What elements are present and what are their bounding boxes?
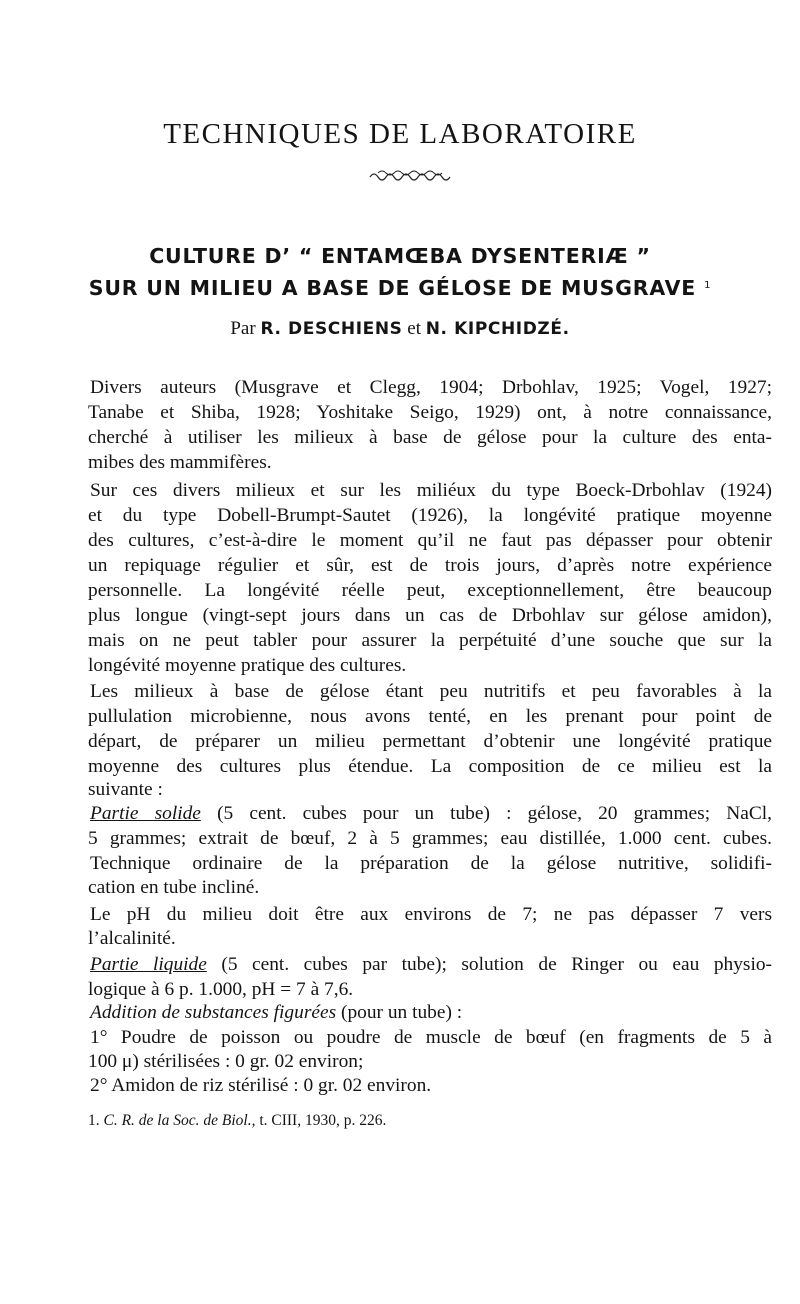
p8-line <box>90 1001 772 1025</box>
partie-solide-label: Partie solide <box>90 803 201 824</box>
p6-line-2: l’alcalinité. <box>88 928 176 949</box>
p3-line-4: moyenne des cultures plus étendue. La composition de ce milieu est la <box>88 756 772 777</box>
p6-line-1: Le pH du milieu doit être aux environs de 7; ne pas dépasser 7 vers <box>90 904 772 925</box>
item-1-line-1: 1° Poudre de poisson ou poudre de muscle de bœuf (en fragments de 5 à <box>90 1027 772 1048</box>
section-title: TECHNIQUES DE LABORATOIRE <box>163 118 637 150</box>
footnote <box>88 1112 386 1130</box>
p4-line-2: 5 grammes; extrait de bœuf, 2 à 5 grammes; eau distillée, 1.000 cent. cubes. <box>88 828 772 849</box>
partie-liquide-text: (5 cent. cubes par tube); solution de Ringer ou eau physio- <box>221 954 772 975</box>
p3-line-2: pullulation microbienne, nous avons tenté, en les prenant pour point de <box>88 706 772 727</box>
article-title-line-2-text: SUR UN MILIEU A BASE DE GÉLOSE DE MUSGRAVE <box>88 276 697 300</box>
partie-liquide-label: Partie liquide <box>90 954 207 975</box>
p2-line-3: des cultures, c’est-à-dire le moment qu’il ne faut pas dépasser pour obtenir <box>88 530 772 551</box>
article-title-line-1: CULTURE D’ “ ENTAMŒBA DYSENTERIÆ ” <box>149 244 651 268</box>
p2-line-6: plus longue (vingt-sept jours dans un cas de Drbohlav sur gélose amidon), <box>88 605 772 626</box>
p5-line-2: cation en tube incliné. <box>88 877 260 898</box>
p2-line-5: personnelle. La longévité réelle peut, exceptionnellement, être beaucoup <box>88 580 772 601</box>
addition-label: Addition de substances figurées <box>90 1002 337 1023</box>
ornament-divider <box>368 168 452 182</box>
author-2: N. KIPCHIDZÉ. <box>425 319 570 339</box>
byline <box>0 318 800 340</box>
p2-line-4: un repiquage régulier et sûr, est de trois jours, d’après notre expérience <box>88 555 772 576</box>
p5-line-1: Technique ordinaire de la préparation de la gélose nutritive, solidifi- <box>90 853 772 874</box>
addition-text: (pour un tube) : <box>340 1002 463 1023</box>
p2-line-1: Sur ces divers milieux et sur les miliéux du type Boeck-Drbohlav (1924) <box>90 480 772 501</box>
footnote-source: C. R. de la Soc. de Biol., <box>103 1112 256 1129</box>
p7-line-1 <box>90 953 772 977</box>
p7-line-2: logique à 6 p. 1.000, pH = 7 à 7,6. <box>88 979 354 1000</box>
p1-line-1: Divers auteurs (Musgrave et Clegg, 1904; Drbohlav, 1925; Vogel, 1927; <box>90 377 772 398</box>
item-1-line-2: 100 μ) stérilisées : 0 gr. 02 environ; <box>88 1051 364 1072</box>
byline-and: et <box>407 318 421 339</box>
p2-line-2: et du type Dobell-Brumpt-Sautet (1926), la longévité pratique moyenne <box>88 505 772 526</box>
p2-line-7: mais on ne peut tabler pour assurer la perpétuité d’une souche que sur la <box>88 630 772 651</box>
p2-line-8: longévité moyenne pratique des cultures. <box>88 655 407 676</box>
p1-line-2: Tanabe et Shiba, 1928; Yoshitake Seigo, 1929) ont, à notre connaissance, <box>88 402 772 423</box>
byline-prefix: Par <box>230 318 256 339</box>
author-1: R. DESCHIENS <box>260 319 403 339</box>
article-title-line-2 <box>0 276 800 300</box>
p3-line-5: suivante : <box>88 779 163 800</box>
p3-line-1: Les milieux à base de gélose étant peu nutritifs et peu favorables à la <box>90 681 772 702</box>
p3-line-3: départ, de préparer un milieu permettant d’obtenir une longévité pratique <box>88 731 772 752</box>
p1-line-4: mibes des mammifères. <box>88 452 272 473</box>
p1-line-3: cherché à utiliser les milieux à base de gélose pour la culture des enta- <box>88 427 772 448</box>
footnote-number: 1. <box>88 1112 100 1129</box>
footnote-reference: t. CIII, 1930, p. 226. <box>259 1112 387 1129</box>
p4-line-1 <box>90 802 772 826</box>
footnote-marker: 1 <box>704 280 712 291</box>
partie-solide-text: (5 cent. cubes pour un tube) : gélose, 20 grammes; NaCl, <box>217 803 772 824</box>
item-2: 2° Amidon de riz stérilisé : 0 gr. 02 environ. <box>90 1075 432 1096</box>
